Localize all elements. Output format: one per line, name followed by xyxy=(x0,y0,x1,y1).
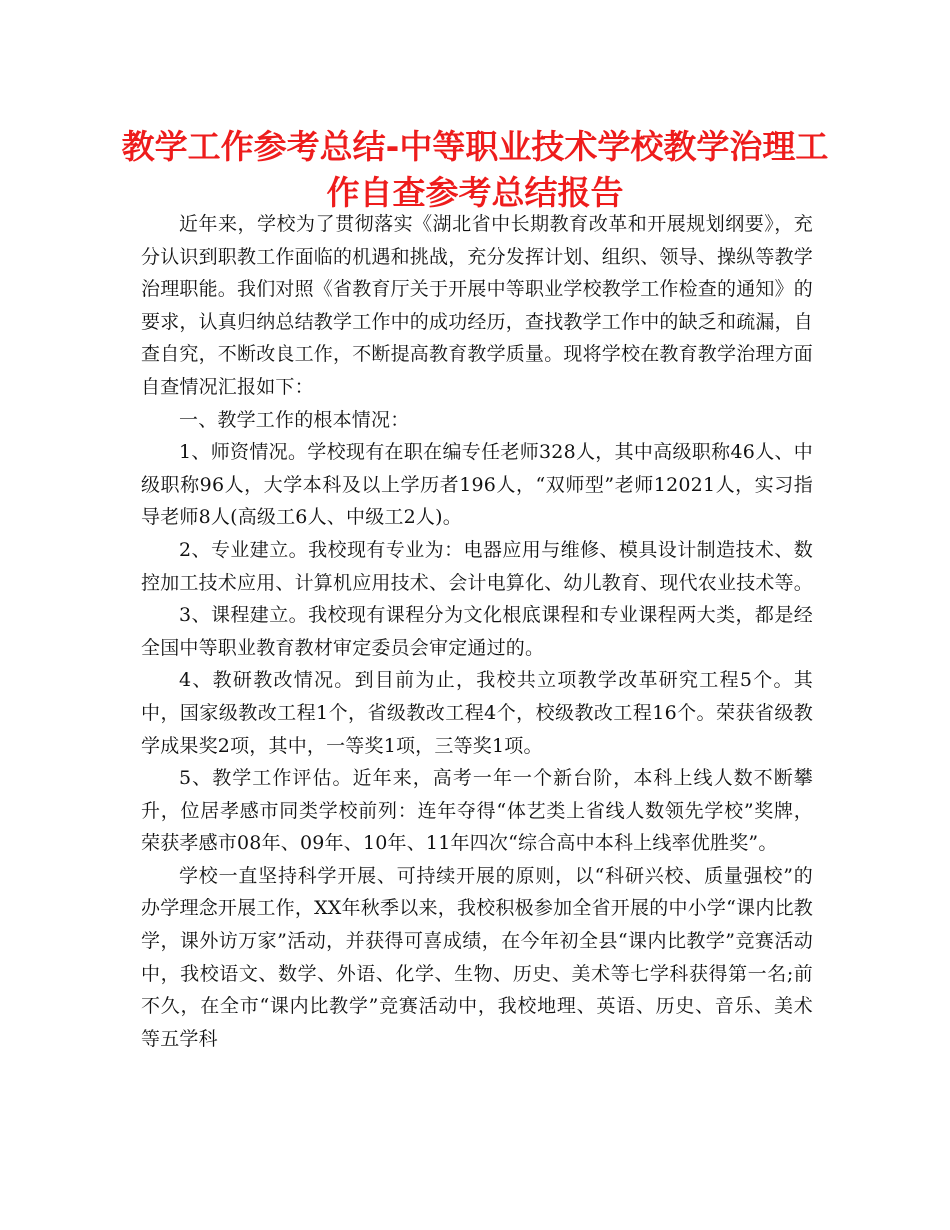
paragraph-courses: 3、课程建立。我校现有课程分为文化根底课程和专业课程两大类，都是经全国中等职业教育教材审定委员会审定通过的。 xyxy=(141,604,813,659)
document-body xyxy=(141,208,813,1055)
paragraph-activities: 学校一直坚持科学开展、可持续开展的原则，以“科研兴校、质量强校”的办学理念开展工作，XX年秋季以来，我校积极参加全省开展的中小学“课内比教学，课外访万家”活动，并获得可喜成绩，在今年初全县“课内比教学”竞赛活动中，我校语文、数学、外语、化学、生物、历史、美术等七学科获得第一名;前不久，在全市“课内比教学”竞赛活动中，我校地理、英语、历史、音乐、美术等五学科 xyxy=(141,864,813,1050)
paragraph-majors: 2、专业建立。我校现有专业为：电器应用与维修、模具设计制造技术、数控加工技术应用、计算机应用技术、会计电算化、幼儿教育、现代农业技术等。 xyxy=(141,538,814,594)
paragraph-evaluation: 5、教学工作评估。近年来，高考一年一个新台阶，本科上线人数不断攀升，位居孝感市同类学校前列：连年夺得“体艺类上省线人数领先学校”奖牌，荣获孝感市08年、09年、10年、11年四次“综合高中本科上线率优胜奖”。 xyxy=(141,767,813,855)
paragraph-research: 4、教研教改情况。到目前为止，我校共立项教学改革研究工程5个。其中，国家级教改工程1个，省级教改工程4个，校级教改工程16个。荣获省级教学成果奖2项，其中，一等奖1项，三等奖1项。 xyxy=(141,669,813,757)
title-line-2: 作自查参考总结报告 xyxy=(326,173,624,212)
section-heading: 一、教学工作的根本情况： xyxy=(179,408,410,431)
document-title xyxy=(120,124,830,216)
paragraph-teachers: 1、师资情况。学校现有在职在编专任老师328人，其中高级职称46人、中级职称96人，大学本科及以上学历者196人，“双师型”老师12021人，实习指导老师8人(高级工6人、中级工2人)。 xyxy=(141,441,813,529)
title-line-1: 教学工作参考总结-中等职业技术学校教学治理工 xyxy=(121,127,829,166)
paragraph-intro: 近年来，学校为了贯彻落实《湖北省中长期教育改革和开展规划纲要》，充分认识到职教工作面临的机遇和挑战，充分发挥计划、组织、领导、操纵等教学治理职能。我们对照《省教育厅关于开展中等职业学校教学工作检查的通知》的要求，认真归纳总结教学工作中的成功经历，查找教学工作中的缺乏和疏漏，自查自究，不断改良工作，不断提高教育教学质量。现将学校在教育教学治理方面自查情况汇报如下： xyxy=(141,213,814,398)
